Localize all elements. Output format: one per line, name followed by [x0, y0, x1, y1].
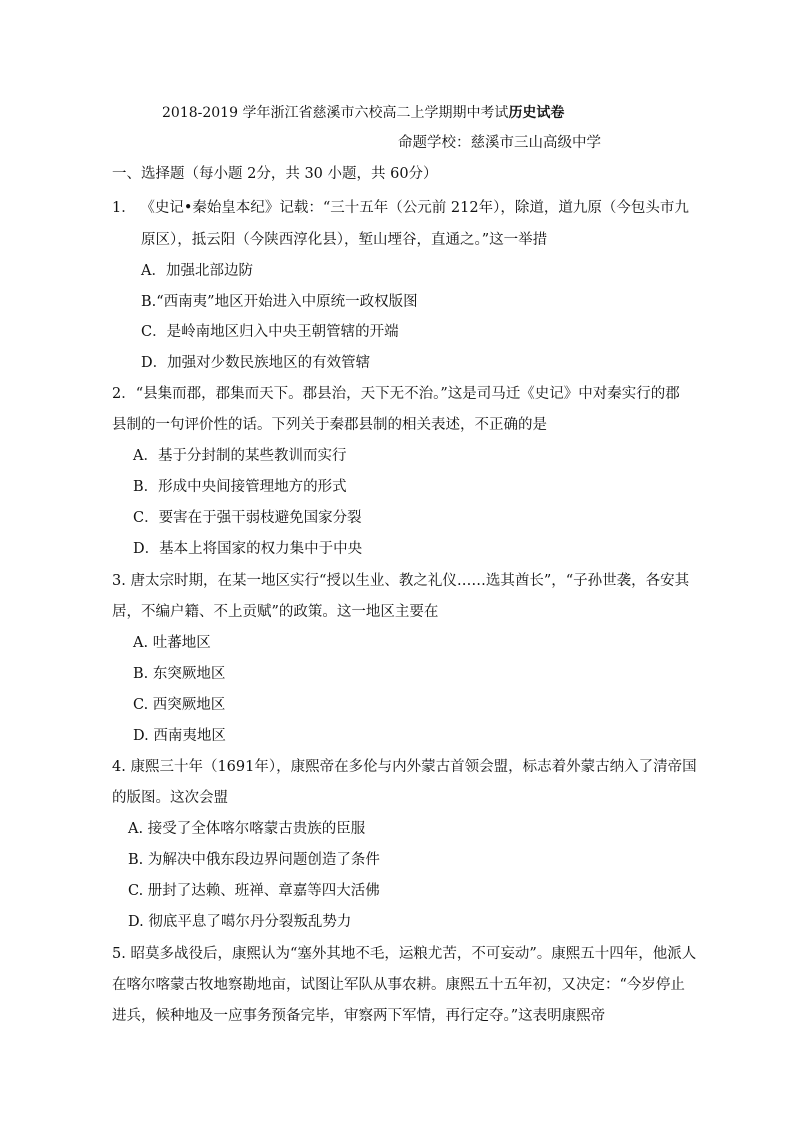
question-4-option-c: C. 册封了达赖、班禅、章嘉等四大活佛	[128, 883, 380, 899]
question-4-line-2: 的版图。这次会盟	[112, 790, 228, 806]
question-1-line-1: 1． 《史记•秦始皇本纪》记载：“三十五年（公元前 212年），除道，道九原（今包头市九	[112, 200, 689, 216]
question-5-line-3: 进兵，候种地及一应事务预备完毕，审察两下军情，再行定夺。”这表明康熙帝	[112, 1008, 606, 1024]
question-1-option-c: C．是岭南地区归入中央王朝管辖的开端	[141, 324, 399, 340]
question-1-option-d: D．加强对少数民族地区的有效管辖	[141, 355, 371, 371]
question-1-option-b: B.“西南夷”地区开始进入中原统一政权版图	[141, 294, 418, 310]
title-regular: 2018-2019 学年浙江省慈溪市六校高二上学期期中考试	[162, 105, 509, 121]
question-2-option-a: A．基于分封制的某些教训而实行	[133, 448, 347, 464]
question-4-option-a: A. 接受了全体喀尔喀蒙古贵族的臣服	[128, 821, 366, 837]
question-2-option-c: C．要害在于强干弱枝避免国家分裂	[133, 510, 362, 526]
question-3-option-a: A. 吐蕃地区	[133, 635, 211, 651]
question-1-option-a: A．加强北部边防	[141, 263, 253, 279]
question-2-option-d: D．基本上将国家的权力集中于中央	[133, 541, 363, 557]
question-2-option-b: B．形成中央间接管理地方的形式	[133, 479, 347, 495]
question-4-option-d: D. 彻底平息了噶尔丹分裂叛乱势力	[128, 914, 352, 930]
question-3-option-d: D. 西南夷地区	[133, 728, 226, 744]
school-line: 命题学校：慈溪市三山高级中学	[398, 135, 601, 151]
question-5-line-1: 5. 昭莫多战役后，康熙认为“塞外其地不毛，运粮尤苦，不可妄动”。康熙五十四年，他派人	[112, 946, 697, 962]
title-bold: 历史试卷	[508, 105, 565, 121]
question-4-line-1: 4. 康熙三十年（1691年），康熙帝在多伦与内外蒙古首领会盟，标志着外蒙古纳入了清帝国	[112, 759, 697, 775]
question-2-line-2: 县制的一句评价性的话。下列关于秦郡县制的相关表述，不正确的是	[112, 417, 547, 433]
question-1-line-2: 原区），抵云阳（今陕西淳化县），堑山堙谷，直通之。”这一举措	[141, 232, 548, 248]
question-3-line-1: 3. 唐太宗时期，在某一地区实行“授以生业、教之礼仪……选其酋长”，“子孙世袭，各安其	[112, 573, 690, 589]
question-5-line-2: 在喀尔喀蒙古牧地察勘地亩，试图让军队从事农耕。康熙五十五年初，又决定：“今岁停止	[112, 977, 685, 993]
question-3-option-b: B. 东突厥地区	[133, 666, 226, 682]
question-3-line-2: 居，不编户籍、不上贡赋”的政策。这一地区主要在	[112, 604, 439, 620]
question-2-line-1: 2．“县集而郡，郡集而天下。郡县治，天下无不治。”这是司马迁《史记》中对秦实行的郡	[112, 386, 680, 402]
document-title	[162, 103, 564, 123]
question-4-option-b: B. 为解决中俄东段边界问题创造了条件	[128, 852, 380, 868]
question-3-option-c: C. 西突厥地区	[133, 697, 226, 713]
section-heading: 一、选择题（每小题 2分，共 30 小题，共 60分）	[112, 166, 438, 182]
